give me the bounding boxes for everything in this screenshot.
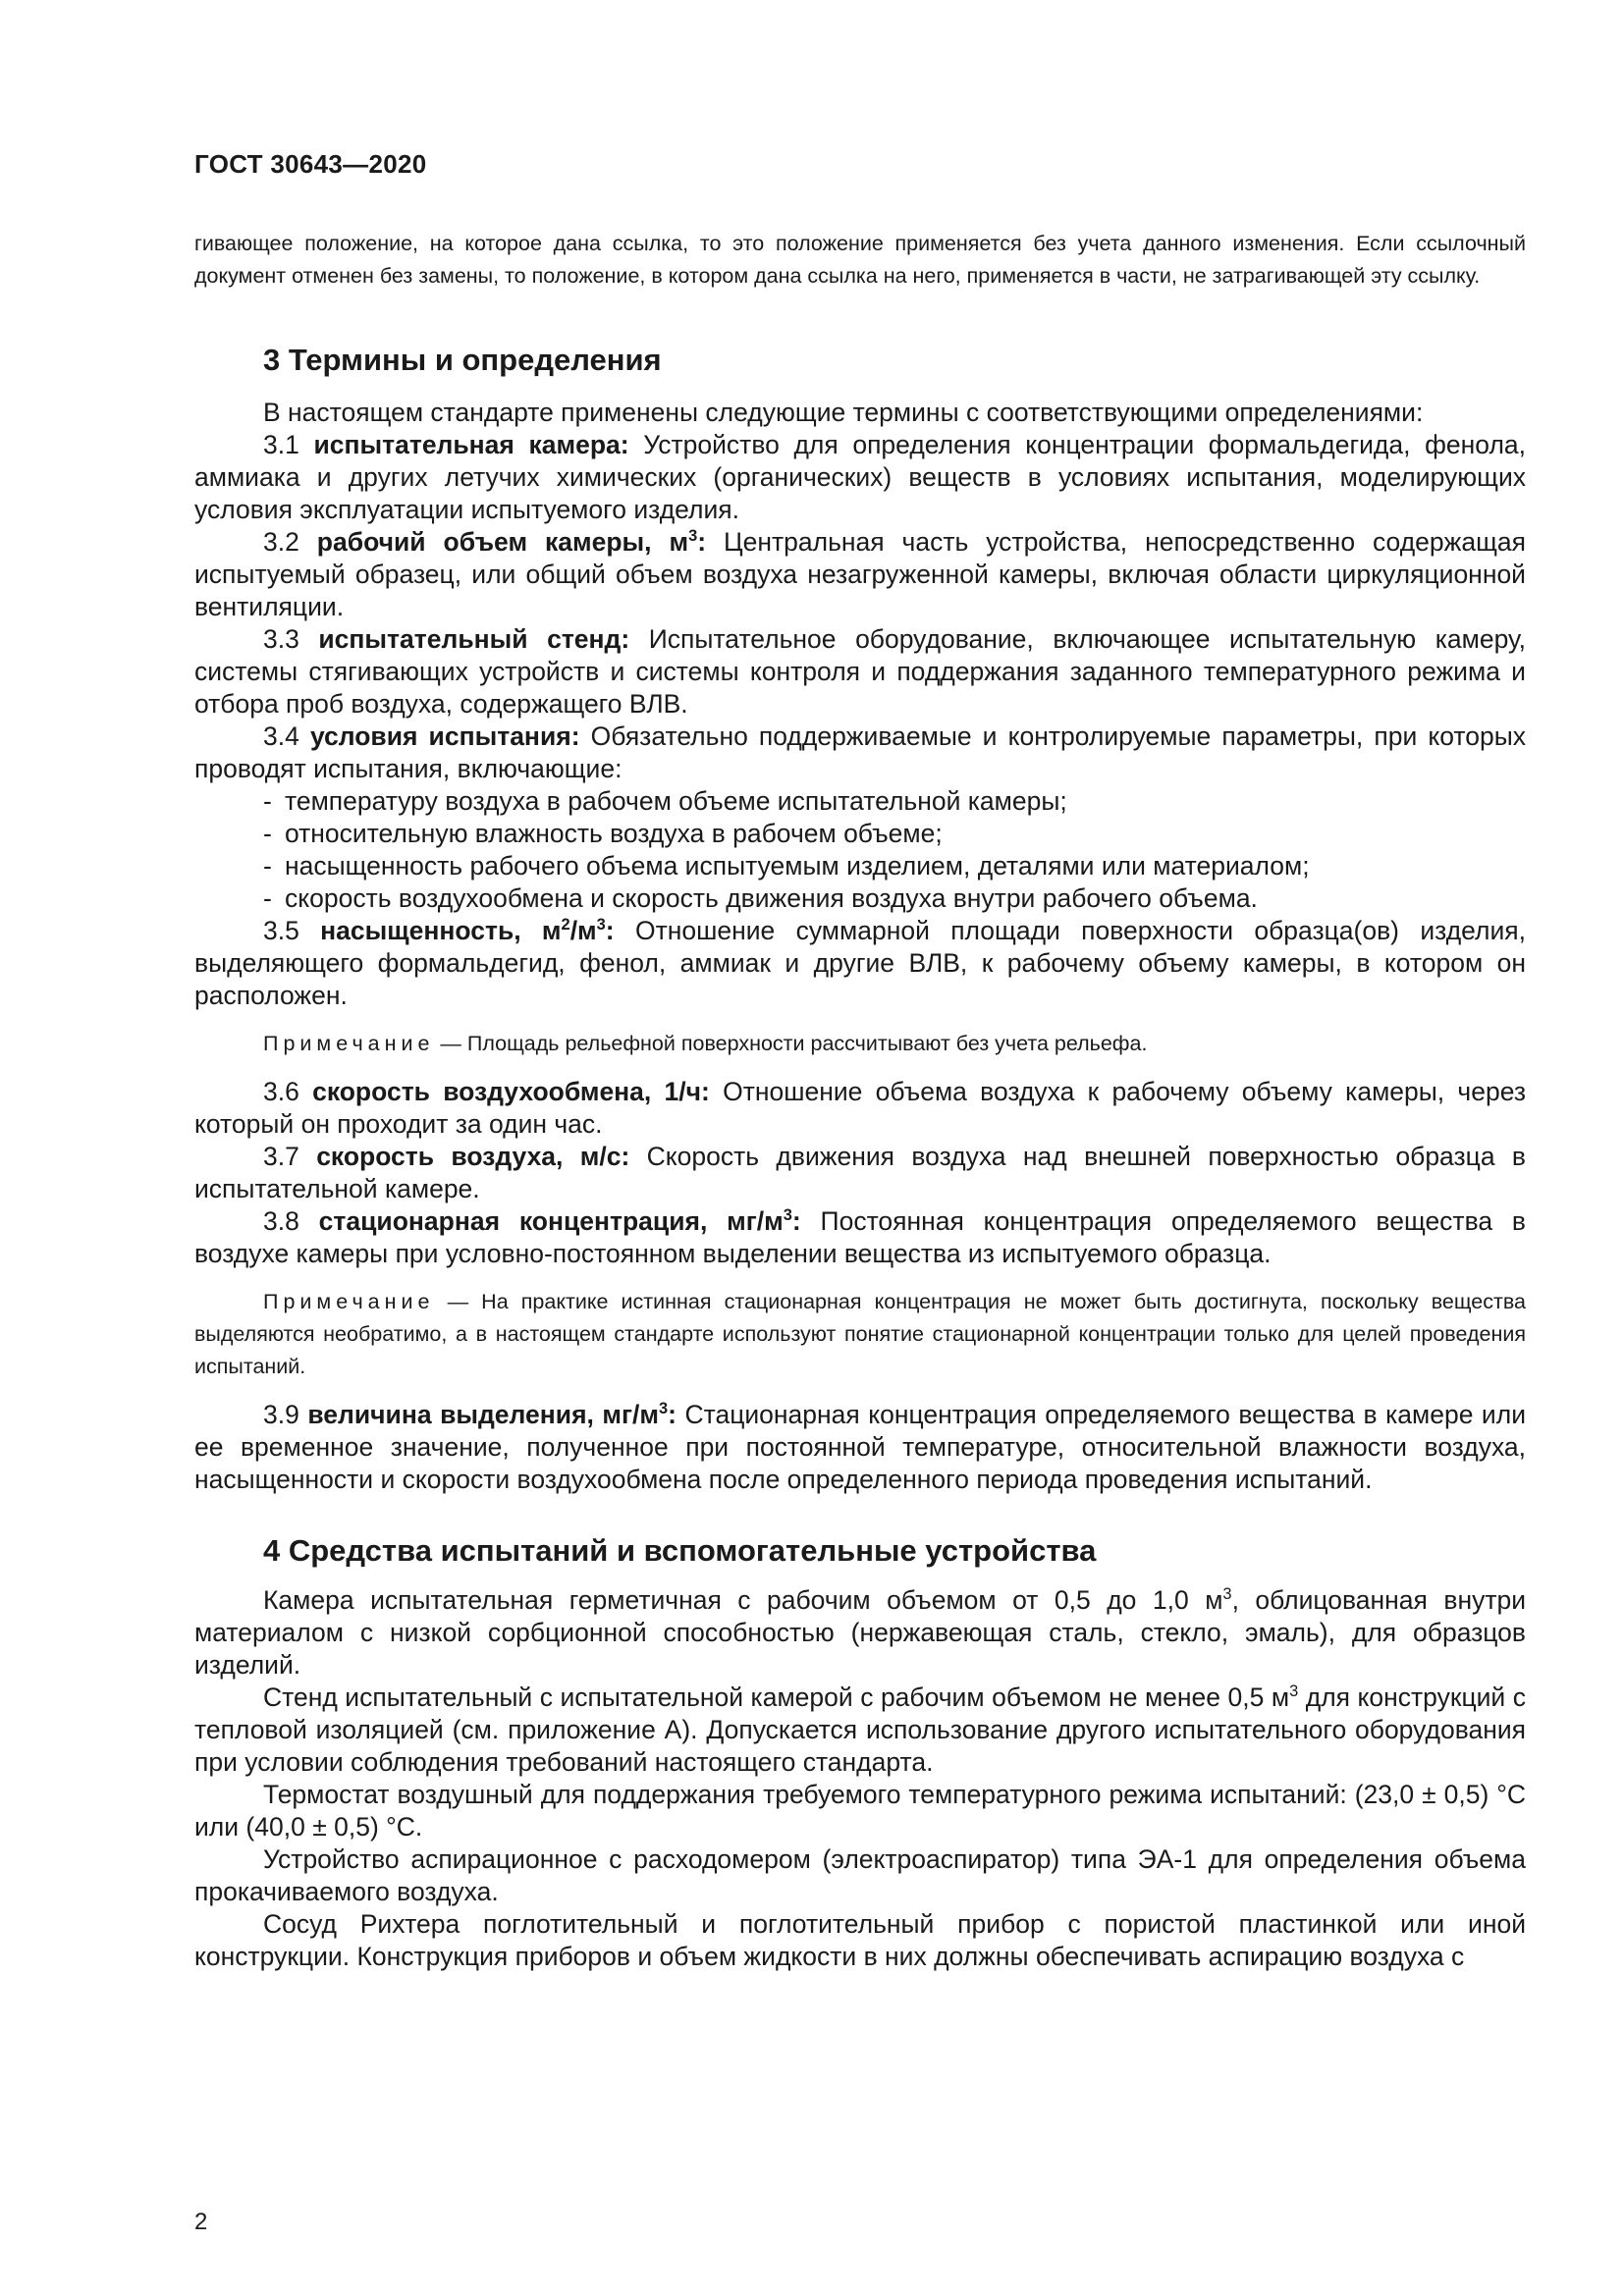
term-3-2-definition: Центральная часть устройства, непосредственно содержащая испытуемый образец, или общий объем воздуха незагруженной камеры, включая области циркуляционной вентиляции. [194, 527, 1527, 621]
document-header: ГОСТ 30643—2020 [194, 149, 427, 179]
term-3-4-definition: Обязательно поддерживаемые и контролируемые параметры, при которых проводят испытания, включающие: [194, 721, 1526, 783]
term-3-7-name: скорость воздуха, м/с: [316, 1142, 630, 1171]
term-3-1: 3.1 испытательная камера: Устройство для определения концентрации формальдегида, фенола, аммиака и других летучих химических (органических) веществ в условиях испытания, моделирующих условия эксплуатации испытуемого изделия. [194, 430, 1527, 524]
intro-paragraph: гивающее положение, на которое дана ссылка, то это положение применяется без учета данного изменения. Если ссылочный документ отменен без замены, то положение, в котором дана ссылка на него, применяется в части, не затрагивающей эту ссылку. [194, 232, 1526, 288]
document-page [194, 0, 1526, 2296]
term-3-9-name: величина выделения, $мг/м^3$: [307, 1400, 677, 1429]
term-3-6: 3.6 скорость воздухообмена, 1/ч: Отношение объема воздуха к рабочему объему камеры, через который он проходит за один час. [194, 1077, 1527, 1139]
section-4-title: 4 Средства испытаний и вспомогательные устройства [263, 1533, 1097, 1568]
document-body [194, 228, 1526, 1973]
section-4-paragraph-2: Стенд испытательный с испытательной камерой с рабочим объемом не менее 0,5 $м^3$ для конструкций с тепловой изоляцией (см. приложение А). Допускается использование другого испытательного оборудования при условии соблюдения требований настоящего стандарта. [194, 1682, 1526, 1777]
term-3-6-definition: Отношение объема воздуха к рабочему объему камеры, через который он проходит за один час. [194, 1077, 1527, 1139]
page-number: 2 [194, 2209, 208, 2235]
term-3-2-name: рабочий объем камеры, $м^3$: [316, 527, 707, 557]
note-1: Примечание — Площадь рельефной поверхности рассчитывают без учета рельефа. [263, 1032, 1148, 1055]
term-3-1-definition: Устройство для определения концентрации формальдегида, фенола, аммиака и других летучих химических (органических) веществ в условиях испытания, моделирующих условия эксплуатации испытуемого изделия. [194, 430, 1527, 524]
term-3-9: 3.9 величина выделения, $мг/м^3$: Стационарная концентрация определяемого вещества в камере или ее временное значение, полученное при постоянной температуре, относительной влажности воздуха, насыщенности и скорости воздухообмена после определенного периода проведения испытаний. [194, 1400, 1527, 1494]
term-3-9-definition: Стационарная концентрация определяемого вещества в камере или ее временное значение, полученное при постоянной температуре, относительной влажности воздуха, насыщенности и скорости воздухообмена после определенного периода проведения испытаний. [194, 1400, 1527, 1494]
section-3-intro: В настоящем стандарте применены следующие термины с соответствующими определениями: [263, 398, 1424, 427]
term-3-8-definition: Постоянная концентрация определяемого вещества в воздухе камеры при условно-постоянном выделении вещества из испытуемого образца. [194, 1206, 1526, 1268]
section-3-title: 3 Термины и определения [263, 343, 662, 377]
term-3-7-definition: Скорость движения воздуха над внешней поверхностью образца в испытательной камере. [194, 1142, 1526, 1203]
term-3-1-name: испытательная камера: [313, 430, 629, 459]
section-4-paragraph-5: Сосуд Рихтера поглотительный и поглотительный прибор с пористой пластинкой или иной конструкции. Конструкция приборов и объем жидкости в них должны обеспечивать аспирацию воздуха с [194, 1909, 1526, 1971]
list-item: - насыщенность рабочего объема испытуемым изделием, деталями или материалом; [263, 851, 1310, 881]
term-3-5-name: насыщенность, $м^2/м^3$: [320, 916, 615, 945]
term-3-3-name: испытательный стенд: [318, 624, 630, 654]
term-3-5-definition: Отношение суммарной площади поверхности образца(ов) изделия, выделяющего формальдегид, фенол, аммиак и другие ВЛВ, к рабочему объему камеры, в котором он расположен. [194, 916, 1526, 1010]
section-4-paragraph-1: Камера испытательная герметичная с рабочим объемом от 0,5 до 1,0 $м^3$, облицованная внутри материалом с низкой сорбционной способностью (нержавеющая сталь, стекло, эмаль), для образцов изделий. [194, 1585, 1527, 1680]
term-3-2: 3.2 рабочий объем камеры, $м^3$: Центральная часть устройства, непосредственно содержащая испытуемый образец, или общий объем воздуха незагруженной камеры, включая области циркуляционной вентиляции. [194, 527, 1527, 621]
list-item: - температуру воздуха в рабочем объеме испытательной камеры; [263, 786, 1067, 816]
term-3-4-name: условия испытания: [309, 721, 580, 751]
term-3-8-name: стационарная концентрация, $мг/м^3$: [318, 1206, 801, 1236]
term-3-3-definition: Испытательное оборудование, включающее испытательную камеру, системы стягивающих устройств и системы контроля и поддержания заданного температурного режима и отбора проб воздуха, содержащего ВЛВ. [194, 624, 1526, 719]
term-3-6-name: скорость воздухообмена, 1/ч: [312, 1077, 710, 1106]
note-2: Примечание — На практике истинная стационарная концентрация не может быть достигнута, поскольку вещества выделяются необратимо, а в настоящем стандарте используют понятие стационарной концентрации только для целей проведения испытаний. [194, 1290, 1526, 1378]
list-item: - относительную влажность воздуха в рабочем объеме; [263, 819, 943, 848]
term-3-8: 3.8 стационарная концентрация, $мг/м^3$: Постоянная концентрация определяемого вещества в воздухе камеры при условно-постоянном выделении вещества из испытуемого образца. [194, 1206, 1526, 1268]
term-3-4: 3.4 условия испытания: Обязательно поддерживаемые и контролируемые параметры, при которых проводят испытания, включающие: [194, 721, 1526, 783]
term-3-3: 3.3 испытательный стенд: Испытательное оборудование, включающее испытательную камеру, системы стягивающих устройств и системы контроля и поддержания заданного температурного режима и отбора проб воздуха, содержащего ВЛВ. [194, 624, 1526, 719]
term-3-7: 3.7 скорость воздуха, м/с: Скорость движения воздуха над внешней поверхностью образца в испытательной камере. [194, 1142, 1526, 1203]
note-label: Примечание [263, 1032, 435, 1055]
list-item: - скорость воздухообмена и скорость движения воздуха внутри рабочего объема. [263, 883, 1258, 913]
section-4-paragraph-3: Термостат воздушный для поддержания требуемого температурного режима испытаний: (23,0 ± 0,5) °С или (40,0 ± 0,5) °С. [194, 1780, 1526, 1842]
note-label: Примечание [263, 1290, 435, 1313]
section-4-paragraph-4: Устройство аспирационное с расходомером (электроаспиратор) типа ЭА-1 для определения объема прокачиваемого воздуха. [194, 1844, 1526, 1906]
term-3-5: 3.5 насыщенность, $м^2/м^3$: Отношение суммарной площади поверхности образца(ов) изделия, выделяющего формальдегид, фенол, аммиак и другие ВЛВ, к рабочему объему камеры, в котором он расположен. [194, 916, 1526, 1010]
